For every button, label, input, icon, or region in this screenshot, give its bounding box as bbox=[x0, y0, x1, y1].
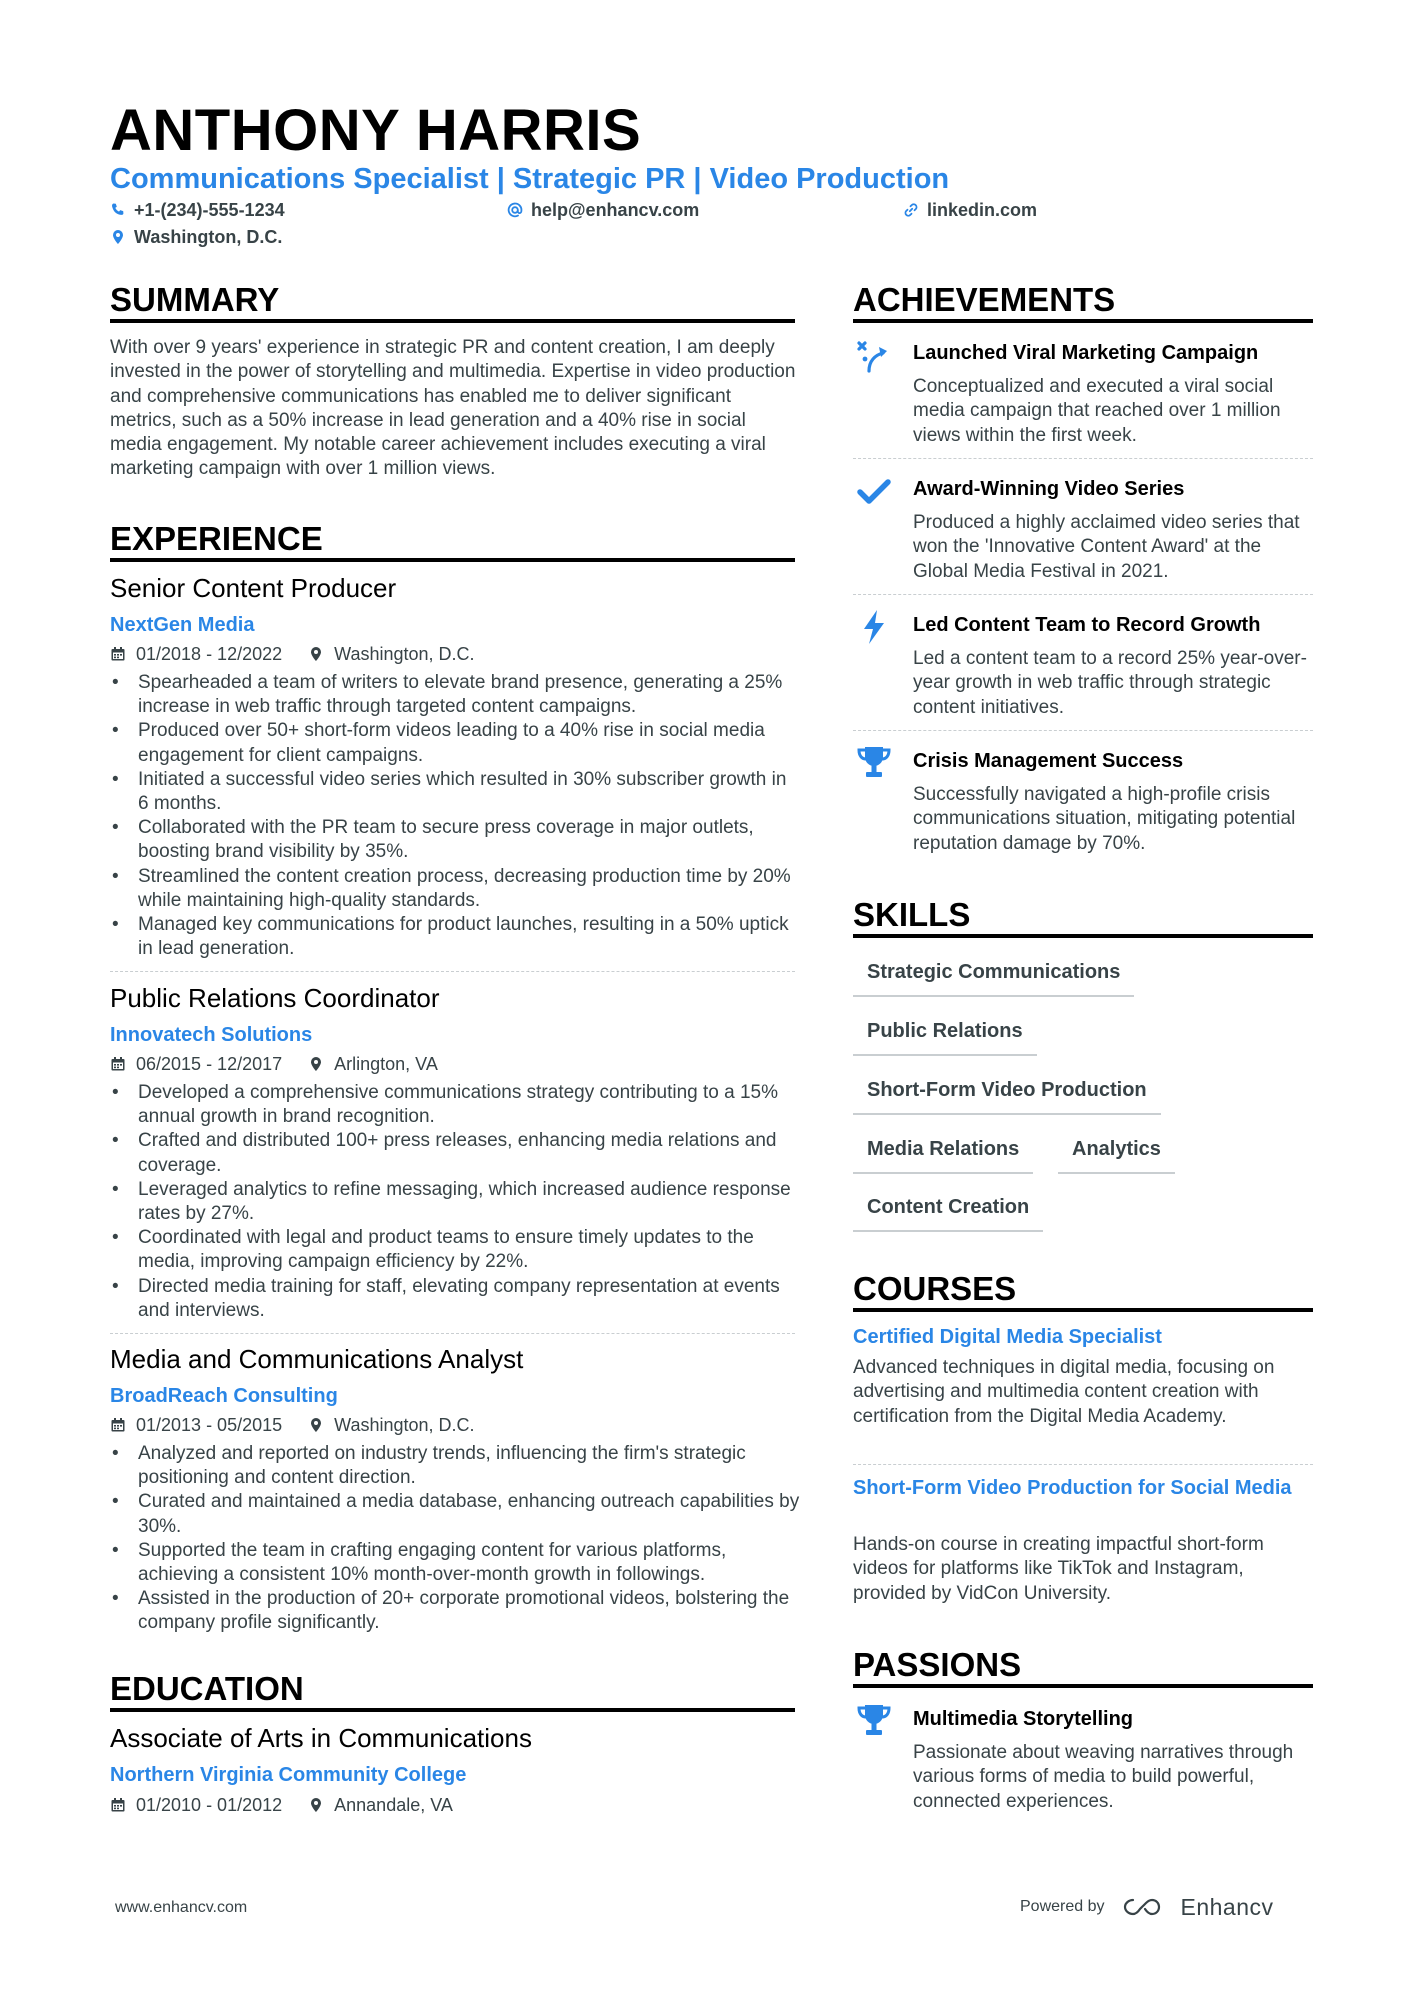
powered-by-label: Powered by bbox=[1020, 1898, 1105, 1915]
achievement-title: Led Content Team to Record Growth bbox=[913, 614, 1261, 636]
job-bullets bbox=[110, 671, 800, 961]
education-location: Annandale, VA bbox=[334, 1795, 453, 1815]
calendar-icon bbox=[110, 1417, 126, 1433]
achievement-desc: Led a content team to a record 25% year-over-year growth in web traffic through strategic content initiatives. bbox=[913, 648, 1307, 718]
skill-tag: Content Creation bbox=[853, 1194, 1043, 1232]
bullet-item: • Directed media training for staff, elevating company representation at events and interviews. bbox=[110, 1275, 800, 1323]
skill-tag: Media Relations bbox=[853, 1136, 1033, 1174]
contact-phone bbox=[110, 199, 285, 221]
phone-number: +1-(234)-555-1234 bbox=[134, 200, 285, 220]
lightning-icon bbox=[855, 608, 893, 646]
skill-tag: Analytics bbox=[1058, 1136, 1175, 1174]
footer-website[interactable]: www.enhancv.com bbox=[115, 1899, 248, 1916]
passion-title: Multimedia Storytelling bbox=[913, 1708, 1134, 1730]
degree-title: Associate of Arts in Communications bbox=[110, 1723, 532, 1753]
bullet-item: • Developed a comprehensive communications strategy contributing to a 15% annual growth in brand recognition. bbox=[110, 1081, 800, 1129]
company-name: NextGen Media bbox=[110, 614, 255, 636]
bullet-item: • Leveraged analytics to refine messaging, which increased audience response rates by 27%. bbox=[110, 1178, 800, 1226]
passion-desc: Passionate about weaving narratives through various forms of media to build powerful, connected experiences. bbox=[913, 1742, 1294, 1812]
job-separator bbox=[110, 1333, 795, 1334]
education-dates: 01/2010 - 01/2012 bbox=[136, 1795, 283, 1815]
at-sign-icon bbox=[507, 202, 523, 218]
job-meta bbox=[110, 1414, 475, 1436]
brand-name: Enhancv bbox=[1180, 1894, 1274, 1920]
experience-heading: EXPERIENCE bbox=[110, 520, 323, 557]
candidate-name: ANTHONY HARRIS bbox=[110, 98, 642, 163]
calendar-icon bbox=[110, 1056, 126, 1072]
education-meta bbox=[110, 1794, 453, 1816]
courses-divider bbox=[853, 1308, 1313, 1312]
linkedin-url[interactable]: linkedin.com bbox=[927, 200, 1038, 220]
summary-text: With over 9 years' experience in strategic PR and content creation, I am deeply invested in the power of storytelling and multimedia. Expertise in video production and comprehensive communications has enabled me to deliver significant metrics, such as a 50% increase in lead generation and a 40% rise in social media engagement. My notable career achievement includes executing a viral marketing campaign with over 1 million views. bbox=[110, 337, 796, 480]
course-title: Certified Digital Media Specialist bbox=[853, 1326, 1162, 1348]
achievements-divider bbox=[853, 319, 1313, 323]
job-dates: 01/2013 - 05/2015 bbox=[136, 1415, 283, 1435]
job-dates: 06/2015 - 12/2017 bbox=[136, 1054, 283, 1074]
achievement-separator bbox=[853, 458, 1313, 459]
bullet-item: • Managed key communications for product launches, resulting in a 50% uptick in lead generation. bbox=[110, 913, 800, 961]
bullet-item: • Streamlined the content creation process, decreasing production time by 20% while maintaining high-quality standards. bbox=[110, 865, 800, 913]
achievement-separator bbox=[853, 594, 1313, 595]
bullet-item: • Initiated a successful video series which resulted in 30% subscriber growth in 6 months. bbox=[110, 768, 800, 816]
footer-branding bbox=[1020, 1895, 1274, 1919]
achievement-desc: Produced a highly acclaimed video series that won the 'Innovative Content Award' at the Global Media Festival in 2021. bbox=[913, 512, 1300, 582]
school-name: Northern Virginia Community College bbox=[110, 1764, 467, 1786]
skills-heading: SKILLS bbox=[853, 896, 971, 933]
job-bullets bbox=[110, 1442, 800, 1636]
trophy-icon bbox=[855, 1701, 893, 1739]
job-title: Public Relations Coordinator bbox=[110, 983, 440, 1013]
location-pin-icon bbox=[308, 1056, 324, 1072]
bullet-item: • Collaborated with the PR team to secure press coverage in major outlets, boosting brand visibility by 35%. bbox=[110, 816, 800, 864]
education-divider bbox=[110, 1708, 795, 1712]
contact-email[interactable] bbox=[507, 199, 699, 221]
bullet-item: • Assisted in the production of 20+ corporate promotional videos, bolstering the company profile significantly. bbox=[110, 1587, 800, 1635]
link-icon bbox=[903, 202, 919, 218]
job-dates: 01/2018 - 12/2022 bbox=[136, 644, 283, 664]
location-pin-icon bbox=[110, 229, 126, 245]
achievement-title: Award-Winning Video Series bbox=[913, 478, 1185, 500]
bullet-item: • Coordinated with legal and product teams to ensure timely updates to the media, improving campaign efficiency by 22%. bbox=[110, 1226, 800, 1274]
bullet-item: • Analyzed and reported on industry trends, influencing the firm's strategic positioning and content direction. bbox=[110, 1442, 800, 1490]
bullet-item: • Supported the team in crafting engaging content for various platforms, achieving a consistent 10% month-over-month growth in followings. bbox=[110, 1539, 800, 1587]
achievement-title: Crisis Management Success bbox=[913, 750, 1184, 772]
job-meta bbox=[110, 1053, 438, 1075]
course-separator bbox=[853, 1464, 1313, 1465]
bullet-item: • Spearheaded a team of writers to elevate brand presence, generating a 25% increase in web traffic through targeted content campaigns. bbox=[110, 671, 800, 719]
skill-tag: Short-Form Video Production bbox=[853, 1077, 1161, 1115]
skill-tag: Strategic Communications bbox=[853, 959, 1134, 997]
calendar-icon bbox=[110, 1797, 126, 1813]
enhancv-logo-icon bbox=[1119, 1895, 1167, 1919]
trophy-icon bbox=[855, 743, 893, 781]
skill-tag: Public Relations bbox=[853, 1018, 1037, 1056]
job-separator bbox=[110, 971, 795, 972]
company-name: Innovatech Solutions bbox=[110, 1024, 313, 1046]
candidate-headline: Communications Specialist | Strategic PR | Video Production bbox=[110, 163, 950, 195]
calendar-icon bbox=[110, 646, 126, 662]
achievement-separator bbox=[853, 730, 1313, 731]
bullet-item: • Curated and maintained a media database, enhancing outreach capabilities by 30%. bbox=[110, 1490, 800, 1538]
company-name: BroadReach Consulting bbox=[110, 1385, 338, 1407]
achievement-title: Launched Viral Marketing Campaign bbox=[913, 342, 1259, 364]
location-text: Washington, D.C. bbox=[134, 227, 283, 247]
phone-icon bbox=[110, 202, 126, 218]
achievement-desc: Successfully navigated a high-profile crisis communications situation, mitigating potential reputation damage by 70%. bbox=[913, 784, 1296, 854]
location-pin-icon bbox=[308, 1417, 324, 1433]
contact-location bbox=[110, 226, 282, 248]
strategy-icon bbox=[855, 337, 893, 375]
summary-divider bbox=[110, 319, 795, 323]
passions-divider bbox=[853, 1684, 1313, 1688]
job-location: Arlington, VA bbox=[334, 1054, 438, 1074]
job-meta bbox=[110, 643, 475, 665]
achievement-desc: Conceptualized and executed a viral social media campaign that reached over 1 million views within the first week. bbox=[913, 376, 1281, 446]
checkmark-icon bbox=[855, 473, 893, 511]
courses-heading: COURSES bbox=[853, 1270, 1017, 1307]
education-heading: EDUCATION bbox=[110, 1670, 304, 1707]
course-desc: Hands-on course in creating impactful short-form videos for platforms like TikTok and Instagram, provided by VidCon University. bbox=[853, 1534, 1264, 1604]
job-location: Washington, D.C. bbox=[334, 644, 475, 664]
course-title: Short-Form Video Production for Social Media bbox=[853, 1477, 1292, 1499]
bullet-item: • Produced over 50+ short-form videos leading to a 40% rise in social media engagement for client campaigns. bbox=[110, 719, 800, 767]
bullet-item: • Crafted and distributed 100+ press releases, enhancing media relations and coverage. bbox=[110, 1129, 800, 1177]
course-desc: Advanced techniques in digital media, focusing on advertising and multimedia content creation with certification from the Digital Media Academy. bbox=[853, 1357, 1275, 1427]
skills-divider bbox=[853, 934, 1313, 938]
experience-divider bbox=[110, 558, 795, 562]
job-bullets bbox=[110, 1081, 800, 1323]
achievements-heading: ACHIEVEMENTS bbox=[853, 281, 1116, 318]
contact-linkedin[interactable] bbox=[903, 199, 1037, 221]
job-title: Media and Communications Analyst bbox=[110, 1344, 524, 1374]
email-address[interactable]: help@enhancv.com bbox=[531, 200, 700, 220]
location-pin-icon bbox=[308, 646, 324, 662]
job-location: Washington, D.C. bbox=[334, 1415, 475, 1435]
summary-heading: SUMMARY bbox=[110, 281, 280, 318]
location-pin-icon bbox=[308, 1797, 324, 1813]
job-title: Senior Content Producer bbox=[110, 573, 397, 603]
passions-heading: PASSIONS bbox=[853, 1646, 1022, 1683]
